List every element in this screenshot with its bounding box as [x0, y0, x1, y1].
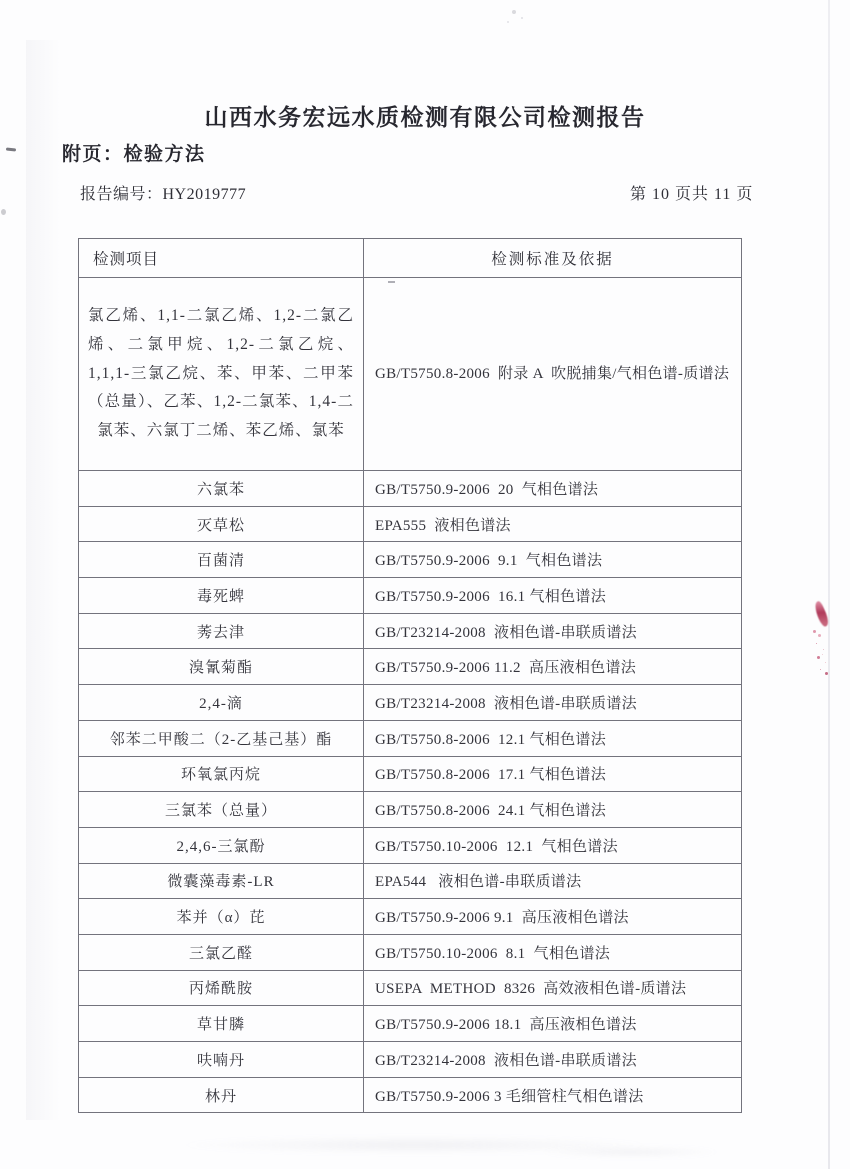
standard-cell: GB/T23214-2008 液相色谱-串联质谱法	[364, 1042, 742, 1078]
test-item-cell: 林丹	[79, 1077, 364, 1113]
table-header-row	[79, 239, 742, 278]
table-row	[79, 613, 742, 649]
report-number: 报告编号：HY2019777	[80, 186, 247, 203]
test-item-cell: 溴氰菊酯	[79, 649, 364, 685]
test-item-cell: 三氯苯（总量）	[79, 792, 364, 828]
table-row	[79, 899, 742, 935]
standard-cell: GB/T5750.8-2006 12.1 气相色谱法	[364, 720, 742, 756]
test-item-cell: 草甘膦	[79, 1006, 364, 1042]
table-row	[79, 542, 742, 578]
test-item-cell: 2,4-滴	[79, 685, 364, 721]
test-item-cell: 2,4,6-三氯酚	[79, 827, 364, 863]
table-row	[79, 934, 742, 970]
test-methods-table	[78, 238, 742, 1113]
red-ink-speckles	[813, 630, 816, 633]
test-item-cell: 呋喃丹	[79, 1042, 364, 1078]
test-item-cell: 灭草松	[79, 506, 364, 542]
standard-cell: GB/T5750.9-2006 16.1 气相色谱法	[364, 578, 742, 614]
standard-column-header: 检测标准及依据	[364, 239, 742, 278]
table-row	[79, 970, 742, 1006]
standard-cell: GB/T23214-2008 液相色谱-串联质谱法	[364, 685, 742, 721]
table-row	[79, 578, 742, 614]
standard-cell: GB/T5750.9-2006 11.2 高压液相色谱法	[364, 649, 742, 685]
standard-cell: GB/T5750.9-2006 20 气相色谱法	[364, 471, 742, 507]
scan-speck-top	[512, 10, 516, 14]
test-item-cell: 六氯苯	[79, 471, 364, 507]
test-item-cell: 环氧氯丙烷	[79, 756, 364, 792]
methods-table-body	[79, 278, 742, 1113]
test-item-column-header: 检测项目	[79, 239, 364, 278]
standard-cell: GB/T23214-2008 液相色谱-串联质谱法	[364, 613, 742, 649]
table-row	[79, 720, 742, 756]
table-row	[79, 756, 742, 792]
standard-cell: GB/T5750.8-2006 附录 A 吹脱捕集/气相色谱-质谱法	[364, 278, 742, 471]
scan-speck-left	[6, 147, 16, 151]
test-item-cell: 毒死蜱	[79, 578, 364, 614]
standard-cell: GB/T5750.10-2006 12.1 气相色谱法	[364, 827, 742, 863]
test-item-cell: 三氯乙醛	[79, 934, 364, 970]
table-row	[79, 471, 742, 507]
scan-smudge-bottom	[180, 1136, 650, 1154]
test-item-cell: 莠去津	[79, 613, 364, 649]
scan-shading-band	[26, 40, 60, 1120]
table-row	[79, 1006, 742, 1042]
standard-cell: EPA555 液相色谱法	[364, 506, 742, 542]
test-item-cell: 邻苯二甲酸二（2-乙基己基）酯	[79, 720, 364, 756]
scan-smudge-bottom-right	[540, 1146, 720, 1158]
test-item-cell: 苯并（α）芘	[79, 899, 364, 935]
test-item-cell: 丙烯酰胺	[79, 970, 364, 1006]
attachment-subtitle: 附页：检验方法	[62, 144, 206, 165]
test-item-cell: 百菌清	[79, 542, 364, 578]
standard-cell: GB/T5750.8-2006 24.1 气相色谱法	[364, 792, 742, 828]
test-item-cell: 微囊藻毒素-LR	[79, 863, 364, 899]
table-row	[79, 792, 742, 828]
test-item-cell: 氯乙烯、1,1-二氯乙烯、1,2-二氯乙烯、二氯甲烷、1,2-二氯乙烷、1,1,1-三氯乙烷、苯、甲苯、二甲苯（总量）、乙苯、1,2-二氯苯、1,4-二氯苯、六氯丁二烯、苯乙烯、氯苯	[79, 278, 364, 471]
table-row	[79, 506, 742, 542]
standard-cell: GB/T5750.9-2006 9.1 高压液相色谱法	[364, 899, 742, 935]
standard-cell: GB/T5750.9-2006 3 毛细管柱气相色谱法	[364, 1077, 742, 1113]
table-row	[79, 685, 742, 721]
standard-cell: GB/T5750.9-2006 18.1 高压液相色谱法	[364, 1006, 742, 1042]
standard-cell: GB/T5750.10-2006 8.1 气相色谱法	[364, 934, 742, 970]
table-row	[79, 649, 742, 685]
paper-edge-line	[828, 0, 830, 1169]
standard-cell: GB/T5750.8-2006 17.1 气相色谱法	[364, 756, 742, 792]
page-title: 山西水务宏远水质检测有限公司检测报告	[204, 104, 646, 130]
standard-cell: GB/T5750.9-2006 9.1 气相色谱法	[364, 542, 742, 578]
table-row	[79, 863, 742, 899]
standard-cell: EPA544 液相色谱-串联质谱法	[364, 863, 742, 899]
standard-cell: USEPA METHOD 8326 高效液相色谱-质谱法	[364, 970, 742, 1006]
scan-speck-left-lower	[1, 209, 6, 215]
table-row	[79, 1077, 742, 1113]
table-row	[79, 827, 742, 863]
table-row	[79, 1042, 742, 1078]
red-ink-stain	[812, 600, 831, 627]
page-number-indicator: 第 10 页共 11 页	[630, 186, 754, 203]
table-row	[79, 278, 742, 471]
